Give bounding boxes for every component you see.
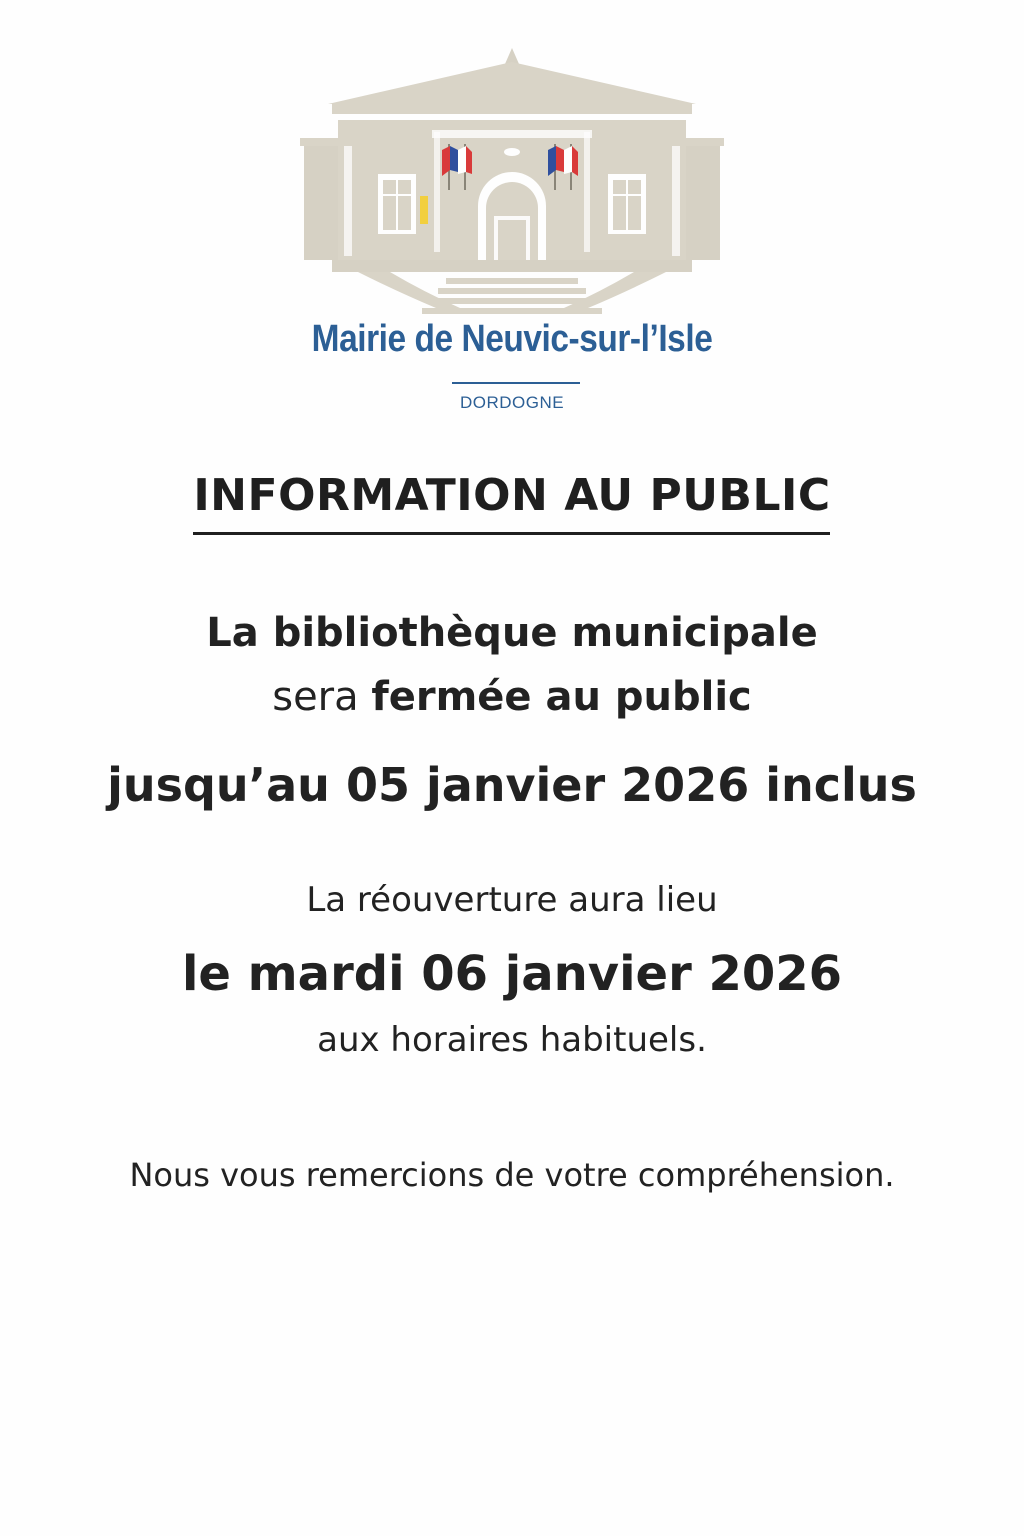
organization-name: Mairie de Neuvic-sur-l’Isle [311,318,713,360]
reopen-hours: aux horaires habituels. [317,1020,707,1060]
library-line: La bibliothèque municipale [206,610,818,656]
closure-until-date: jusqu’au 05 janvier 2026 inclus [107,758,917,812]
town-hall-building-icon [298,46,726,316]
department-label: DORDOGNE [459,393,565,412]
reopen-date: le mardi 06 janvier 2026 [181,946,843,1002]
closure-line [0,674,1024,720]
closure-status: fermée au public [371,674,752,720]
organization-divider [452,382,580,384]
notice-title: INFORMATION AU PUBLIC [193,470,831,521]
thanks-line: Nous vous remercions de votre compréhension. [129,1156,895,1194]
closure-prefix: sera [272,674,359,720]
reopen-intro: La réouverture aura lieu [306,880,718,920]
title-underline [193,532,830,535]
